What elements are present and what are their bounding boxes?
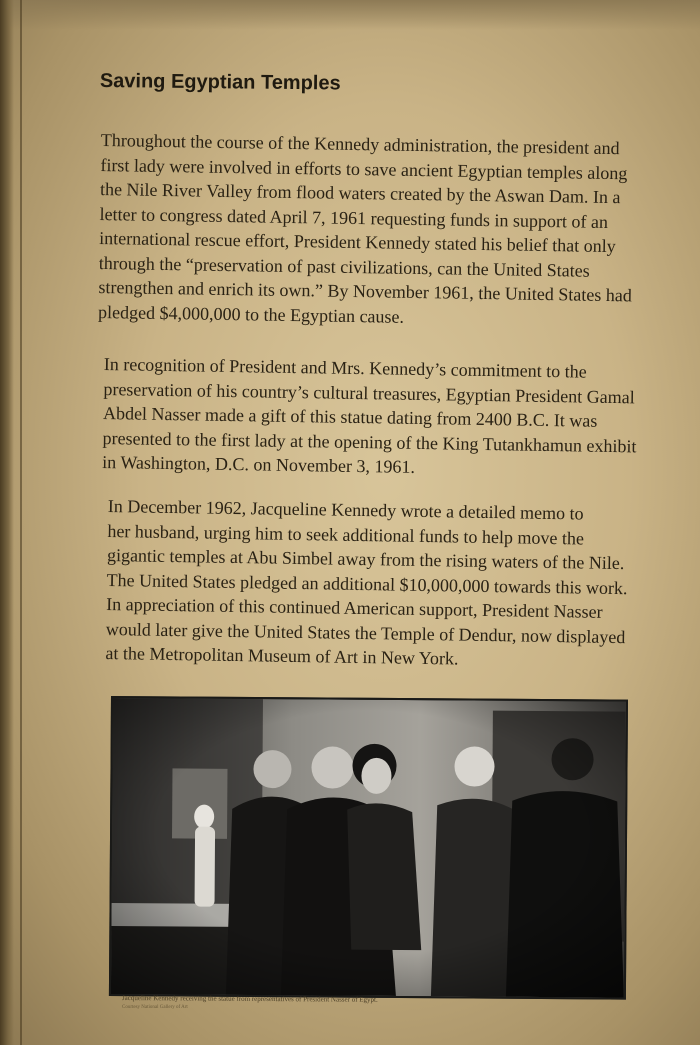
historic-photograph bbox=[109, 696, 628, 1000]
text-line: In recognition of President and Mrs. Kennedy’s commitment to the bbox=[103, 353, 587, 382]
photo-caption: Jacqueline Kennedy receiving the statue from representatives of President Nasser of Egypt. bbox=[121, 994, 378, 1004]
text-line: Abdel Nasser made a gift of this statue dating from 2400 B.C. It was bbox=[102, 402, 598, 431]
paragraph-kennedy-efforts bbox=[98, 128, 634, 332]
text-line: her husband, urging him to seek additional funds to help move the bbox=[107, 520, 585, 548]
text-line: The United States pledged an additional $10,000,000 towards this work. bbox=[106, 569, 628, 598]
text-line: the Nile River Valley from flood waters created by the Aswan Dam. In a bbox=[99, 178, 621, 208]
text-line: at the Metropolitan Museum of Art in New York. bbox=[105, 642, 459, 669]
text-line: presented to the first lady at the opening of the King Tutankhamun exhibit bbox=[102, 427, 637, 456]
sign-title: Saving Egyptian Temples bbox=[99, 70, 341, 95]
text-line: In appreciation of this continued American support, President Nasser bbox=[106, 593, 603, 622]
text-line: pledged $4,000,000 to the Egyptian cause. bbox=[97, 301, 405, 327]
text-line: gigantic temples at Abu Simbel away from the rising waters of the Nile. bbox=[106, 544, 625, 574]
text-line: In December 1962, Jacqueline Kennedy wrote a detailed memo to bbox=[107, 495, 584, 524]
text-line: would later give the United States the Temple of Dendur, now displayed bbox=[105, 618, 626, 647]
text-line: preservation of his country’s cultural treasures, Egyptian President Gamal bbox=[103, 378, 635, 407]
panel-top-shadow bbox=[0, 0, 700, 30]
text-line: strengthen and enrich its own.” By November 1961, the United States had bbox=[98, 276, 632, 306]
paragraph-abu-simbel bbox=[105, 494, 629, 674]
text-line: first lady were involved in efforts to save ancient Egyptian temples along bbox=[100, 154, 628, 183]
panel-frame-line bbox=[20, 0, 22, 1045]
photo-scene bbox=[111, 698, 626, 998]
text-line: in Washington, D.C. on November 3, 1961. bbox=[102, 451, 416, 477]
text-line: Throughout the course of the Kennedy administration, the president and bbox=[100, 129, 620, 159]
panel-left-edge bbox=[0, 0, 14, 1045]
paragraph-nasser-gift bbox=[102, 352, 638, 483]
photo-credit: Courtesy National Gallery of Art bbox=[122, 1005, 188, 1010]
text-line: through the “preservation of past civilizations, can the United States bbox=[98, 252, 590, 281]
text-line: letter to congress dated April 7, 1961 requesting funds in support of an bbox=[99, 203, 609, 232]
text-line: international rescue effort, President Kennedy stated his belief that only bbox=[99, 227, 616, 257]
